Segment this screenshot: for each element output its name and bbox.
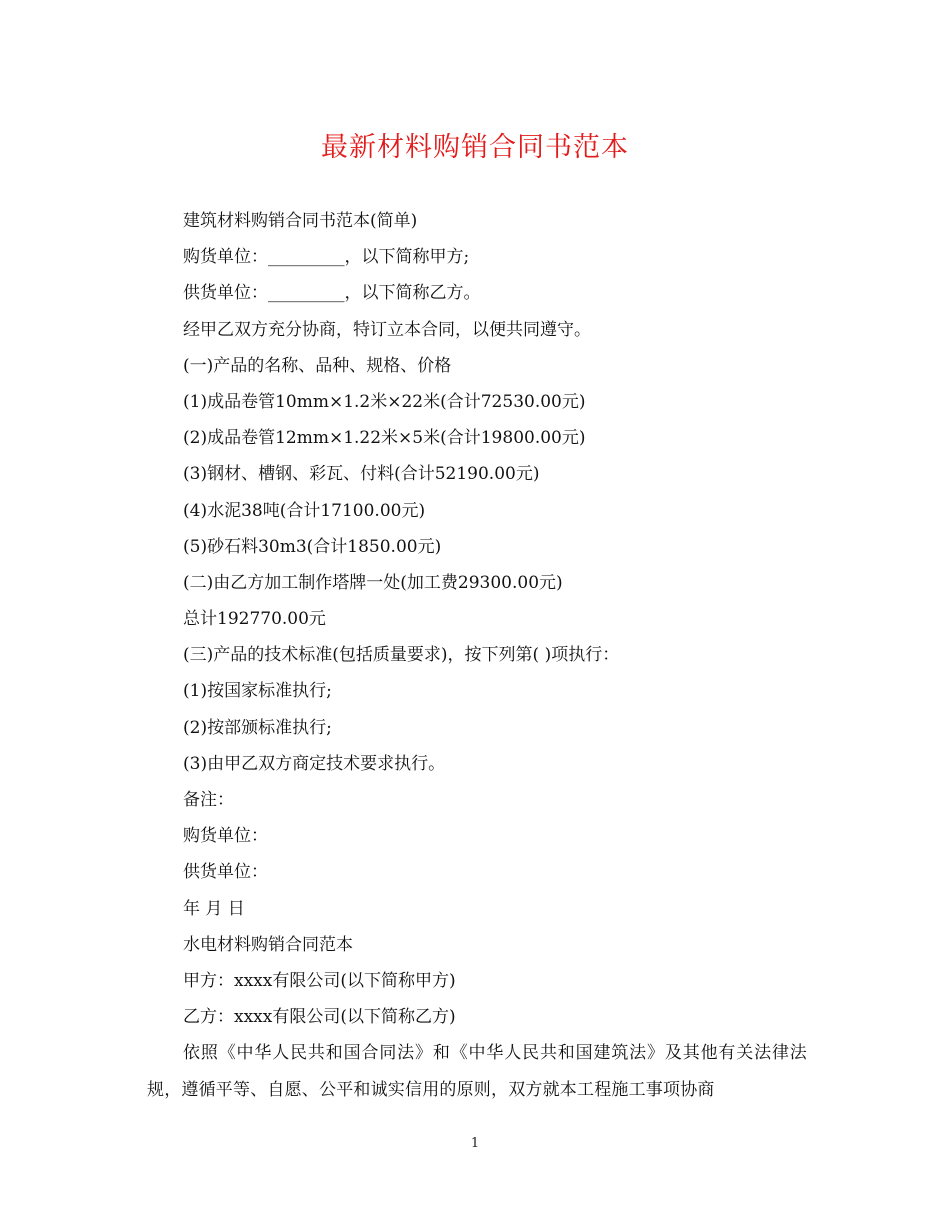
document-title: 最新材料购销合同书范本 [321, 132, 629, 163]
text-line-5: (一)产品的名称、品种、规格、价格 [183, 355, 452, 376]
text-line-15: (2)按部颁标准执行; [183, 717, 332, 738]
text-line-17: 备注： [183, 790, 234, 810]
text-line-16: (3)由甲乙双方商定技术要求执行。 [183, 753, 446, 774]
text-line-11: (二)由乙方加工制作塔牌一处(加工费29300.00元) [183, 572, 563, 593]
text-line-2: 购货单位：_________，以下简称甲方; [183, 247, 470, 268]
document-body [147, 203, 807, 1108]
text-line-10: (5)砂石料30m3(合计1850.00元) [183, 536, 442, 557]
text-line-6: (1)成品卷管10mm×1.2米×22米(合计72530.00元) [183, 391, 586, 412]
text-line-14: (1)按国家标准执行; [183, 681, 332, 702]
text-line-19: 供货单位： [183, 862, 268, 883]
text-line-7: (2)成品卷管12mm×1.22米×5米(合计19800.00元) [183, 428, 586, 449]
text-line-12: 总计192770.00元 [183, 609, 326, 630]
page-number: 1 [470, 1136, 480, 1151]
text-line-9: (4)水泥38吨(合计17100.00元) [183, 500, 426, 521]
text-line-4: 经甲乙双方充分协商，特订立本合同，以便共同遵守。 [183, 319, 591, 340]
text-line-18: 购货单位： [183, 826, 268, 847]
text-line-8: (3)钢材、槽钢、彩瓦、付料(合计52190.00元) [183, 464, 540, 485]
text-line-22: 甲方：xxxx有限公司(以下简称甲方) [183, 970, 456, 991]
text-line-21: 水电材料购销合同范本 [183, 934, 353, 955]
text-line-23: 乙方：xxxx有限公司(以下简称乙方) [183, 1007, 456, 1028]
text-line-20: 年 月 日 [183, 898, 245, 919]
body-paragraph: 依照《中华人民共和国合同法》和《中华人民共和国建筑法》及其他有关法律法规，遵循平等、自愿、公平和诚实信用的原则，双方就本工程施工事项协商 [147, 1043, 807, 1100]
text-line-1: 建筑材料购销合同书范本(简单) [183, 211, 418, 231]
text-line-13: (三)产品的技术标准(包括质量要求)，按下列第( )项执行： [183, 645, 620, 666]
text-line-3: 供货单位：_________，以下简称乙方。 [183, 283, 481, 304]
